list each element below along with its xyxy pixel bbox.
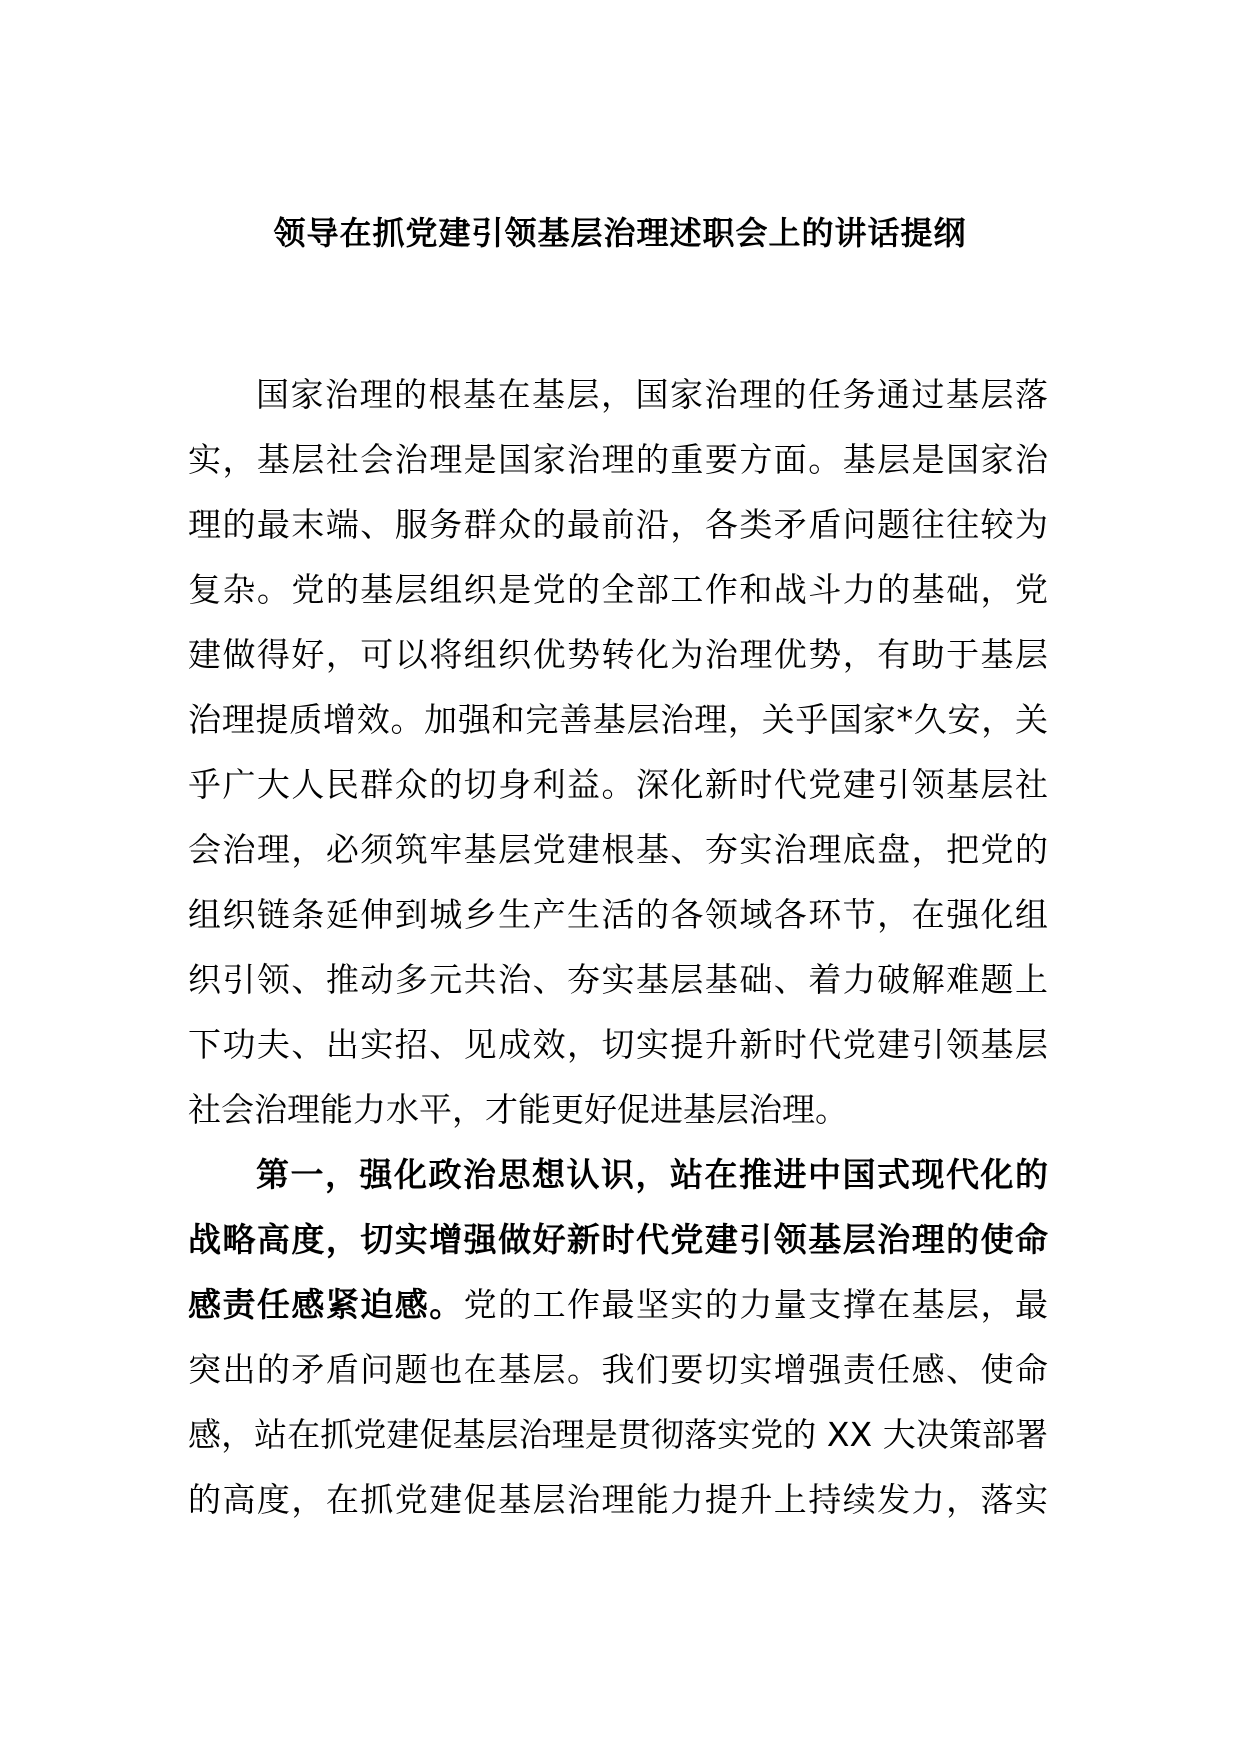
text-line: 社会治理能力水平，才能更好促进基层治理。 [188, 1090, 848, 1129]
text-line: 治理提质增效。加强和完善基层治理，关乎国家*久安，关 [188, 700, 1048, 739]
text-line: 理的最末端、服务群众的最前沿，各类矛盾问题往往较为 [188, 505, 1048, 544]
text-line: 国家治理的根基在基层，国家治理的任务通过基层落 [256, 375, 1048, 414]
text-line: 感，站在抓党建促基层治理是贯彻落实党的 XX 大决策部署 [188, 1415, 1048, 1454]
text-line: 组织链条延伸到城乡生产生活的各领域各环节，在强化组 [188, 895, 1048, 934]
paragraph-intro [188, 362, 1048, 1142]
text-line: 乎广大人民群众的切身利益。深化新时代党建引领基层社 [188, 765, 1048, 804]
text-line: 实，基层社会治理是国家治理的重要方面。基层是国家治 [188, 440, 1048, 479]
text-line: 下功夫、出实招、见成效，切实提升新时代党建引领基层 [188, 1025, 1048, 1064]
text-run: 党的工作最坚实的力量支撑在基层，最 [463, 1285, 1049, 1324]
text-line: 会治理，必须筑牢基层党建根基、夯实治理底盘，把党的 [188, 830, 1048, 869]
section-heading-tail: 感责任感紧迫感。 [188, 1285, 464, 1324]
document-body [188, 362, 1048, 1532]
section-heading-line: 第一，强化政治思想认识，站在推进中国式现代化的 [256, 1155, 1048, 1194]
text-line: 的高度，在抓党建促基层治理能力提升上持续发力，落实 [188, 1480, 1048, 1519]
text-line: 织引领、推动多元共治、夯实基层基础、着力破解难题上 [188, 960, 1048, 999]
section-heading-line: 战略高度，切实增强做好新时代党建引领基层治理的使命 [188, 1220, 1048, 1259]
mixed-text-line [188, 1272, 1048, 1337]
document-title: 领导在抓党建引领基层治理述职会上的讲话提纲 [273, 214, 967, 252]
text-line: 建做得好，可以将组织优势转化为治理优势，有助于基层 [188, 635, 1048, 674]
text-line: 复杂。党的基层组织是党的全部工作和战斗力的基础，党 [188, 570, 1048, 609]
text-line: 突出的矛盾问题也在基层。我们要切实增强责任感、使命 [188, 1350, 1048, 1389]
paragraph-section-one [188, 1142, 1048, 1532]
